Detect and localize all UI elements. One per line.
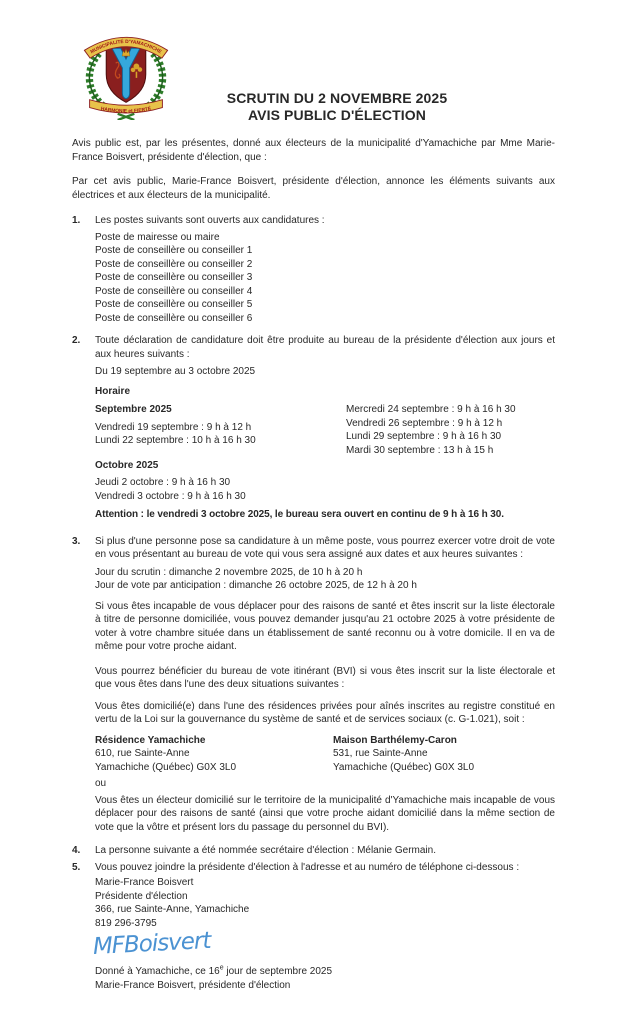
intro-paragraph-2: Par cet avis public, Marie-France Boisvert, présidente d'élection, annonce les éléments suivants aux électrices et aux électeurs de la municipalité. [72,176,555,201]
municipal-crest-logo [74,16,178,120]
schedule-line: Jeudi 2 octobre : 9 h à 16 h 30 [95,477,231,488]
contact-phone: 819 296-3795 [95,917,157,929]
schedule-line: Lundi 29 septembre : 9 h à 16 h 30 [346,431,502,442]
schedule-right-column [346,403,516,457]
schedule-line: Lundi 22 septembre : 10 h à 16 h 30 [95,435,256,446]
schedule-line: Vendredi 19 septembre : 9 h à 12 h [95,421,252,433]
item2-lead: Toute déclaration de candidature doit être produite au bureau de la présidente d'élection aux jours et aux heures suivants : [95,335,555,360]
item-number: 1. [72,215,81,226]
item1-lead: Les postes suivants sont ouverts aux candidatures : [95,215,325,226]
territory-paragraph: Vous êtes un électeur domicilié sur le territoire de la municipalité d'Yamachiche mais incapable de vous déplacer pour des raisons de santé (ainsi que votre proche aidant domicilié dans la même section de vote que la vôtre et présent lors du passage du personnel du BVI). [95,794,555,833]
residence-card-2 [333,734,474,775]
signature-handwriting: MFBoisvert [92,927,212,960]
residence-address: Yamachiche (Québec) G0X 3L0 [333,761,475,773]
schedule-table [95,403,555,503]
vote-day-line: Jour du scrutin : dimanche 2 novembre 2025, de 10 h à 20 h [95,566,363,578]
schedule-heading: Horaire [95,385,131,397]
intro-paragraph-1: Avis public est, par les présentes, donné aux électeurs de la municipalité d'Yamachiche par Mme Marie-France Boisvert, présidente d'élection, que : [72,138,555,163]
schedule-line: Vendredi 26 septembre : 9 h à 12 h [346,417,503,429]
posts-list [95,231,555,326]
dated-superscript: e [219,964,224,972]
secretary-line: La personne suivante a été nommée secrétaire d'élection : Mélanie Germain. [95,845,436,856]
dated-line [95,965,555,979]
residence-card-1 [95,734,555,775]
title-line-2: AVIS PUBLIC D'ÉLECTION [248,107,426,123]
schedule-line: Mercredi 24 septembre : 9 h à 16 h 30 [346,404,516,415]
attention-note: Attention : le vendredi 3 octobre 2025, le bureau sera ouvert en continu de 9 h à 16 h 30. [95,509,504,520]
item5-lead: Vous pouvez joindre la présidente d'élection à l'adresse et au numéro de téléphone ci-dessous : [95,861,520,873]
post-line: Poste de conseillère ou conseiller 2 [95,258,253,270]
residences-paragraph: Vous êtes domicilié(e) dans l'une des résidences privées pour aînés inscrites au registre constitué en vertu de la Loi sur la gouvernance du système de santé et de services sociaux (c. G-1.021), soit : [95,700,555,725]
signatory-line: Marie-France Boisvert, présidente d'élection [95,979,291,991]
item-number: 4. [72,845,81,856]
post-line: Poste de conseillère ou conseiller 5 [95,299,253,310]
contact-address: 366, rue Sainte-Anne, Yamachiche [95,904,250,915]
schedule-line: Vendredi 3 octobre : 9 h à 16 h 30 [95,490,246,502]
item-number: 5. [72,861,81,873]
health-paragraph: Si vous êtes incapable de vous déplacer pour des raisons de santé et êtes inscrit sur la liste électorale à titre de personne domiciliée, vous pouvez demander jusqu'au 21 octobre 2025 à votre présidente de voter à votre chambre située dans un établissement de santé reconnu ou à votre domicile. Il en va de même pour votre proche aidant. [95,600,555,652]
october-heading: Octobre 2025 [95,459,159,471]
contact-block [95,876,555,930]
laurel-left-icon [89,53,105,107]
top-banner-text: MUNICIPALITÉ D'YAMACHICHE [89,40,163,56]
post-line: Poste de conseillère ou conseiller 6 [95,312,253,324]
residence-address: 531, rue Sainte-Anne [333,748,428,759]
residence-address: Yamachiche (Québec) G0X 3L0 [95,761,237,773]
item-number: 3. [72,535,81,547]
bottom-banner-text: HARMONIE et FIERTÉ [100,106,152,115]
vote-days [95,566,555,593]
contact-title: Présidente d'élection [95,890,188,902]
residences-columns [95,734,555,775]
residence-name: Maison Barthélemy-Caron [333,734,457,746]
contact-name: Marie-France Boisvert [95,877,194,888]
laurel-stems-icon [118,114,135,120]
post-line: Poste de mairesse ou maire [95,231,220,243]
candidacy-period: Du 19 septembre au 3 octobre 2025 [95,366,256,377]
bvi-paragraph: Vous pourrez bénéficier du bureau de vote itinérant (BVI) si vous êtes inscrit sur la liste électorale et que vous êtes dans l'une des deux situations suivantes : [95,665,555,690]
post-line: Poste de conseillère ou conseiller 3 [95,272,253,283]
post-line: Poste de conseillère ou conseiller 1 [95,245,253,256]
september-heading: Septembre 2025 [95,404,172,415]
title-line-1: SCRUTIN DU 2 NOVEMBRE 2025 [226,90,448,106]
or-separator: ou [95,778,107,789]
residence-name: Résidence Yamachiche [95,734,206,746]
item-number: 2. [72,335,81,346]
election-item-3 [72,535,555,835]
election-item-2 [72,334,555,522]
dated-suffix: jour de septembre 2025 [223,966,333,977]
dated-prefix: Donné à Yamachiche, ce 16 [95,966,220,977]
vote-day-line: Jour de vote par anticipation : dimanche 26 octobre 2025, de 12 h à 20 h [95,580,417,591]
election-item-4 [72,844,555,858]
residence-address: 610, rue Sainte-Anne [95,748,190,759]
post-line: Poste de conseillère ou conseiller 4 [95,285,253,297]
schedule-line: Mardi 30 septembre : 13 h à 15 h [346,444,494,456]
election-item-1 [72,214,555,325]
election-item-5 [72,861,555,931]
laurel-right-icon [147,53,163,107]
item3-lead: Si plus d'une personne pose sa candidature à un même poste, vous pourrez exercer votre droit de vote en vous présentant au bureau de vote qui vous sera assigné aux dates et aux heures suivantes : [95,535,555,560]
